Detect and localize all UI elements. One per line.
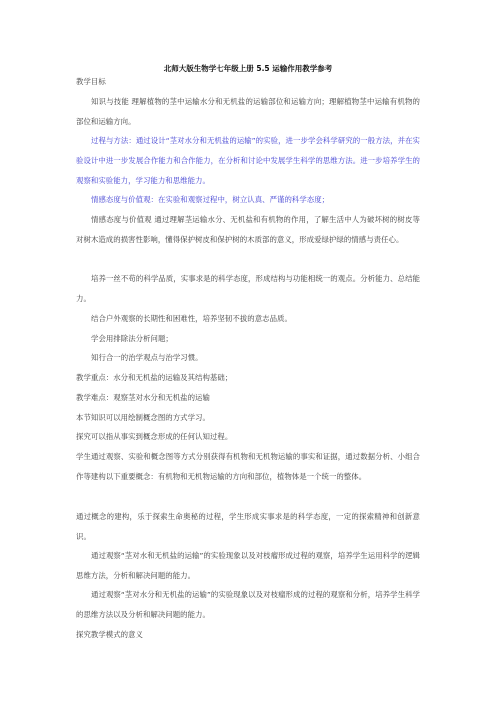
paragraph-knowledge-skills: 知识与技能 理解植物的茎中运输水分和无机盐的运输部位和运输方向；理解植物茎中运输有机物的部位和运输方向。 (76, 97, 420, 126)
paragraph-emotion-attitude-1: 情感态度与价值观：在实验和观察过程中，树立认真、严谨的科学态度； (91, 195, 330, 204)
paragraph-observation-logic: 通过观察“茎对水和无机盐的运输”的实验现象以及对枝瘤形成过程的观察，培养学生运用科学的逻辑思维方法，分析和解决问题的能力。 (76, 551, 420, 580)
paragraph-observation-analysis: 通过观察“茎对水分和无机盐的运输”的实验现象以及对枝瘤形成的过程的观察和分析，培养学生科学的思维方法以及分析和解决问题的能力。 (76, 590, 420, 619)
paragraph-willpower: 结合户外观察的长期性和困难性，培养坚韧不拔的意志品质。 (91, 314, 292, 323)
paragraph-teaching-goals: 教学目标 (76, 77, 106, 86)
paragraph-inquiry-definition: 探究可以指从事实到概念形成的任何认知过程。 (76, 432, 233, 441)
paragraph-scientific-quality: 培养一丝不苟的科学品质，实事求是的科学态度，形成结构与功能相统一的观点。分析能力、总结能力。 (76, 274, 420, 303)
paragraph-difficult-points: 教学难点：观察茎对水分和无机盐的运输 (76, 393, 210, 402)
paragraph-process-methods: 过程与方法：通过设计“茎对水分和无机盐的运输”的实验，进一步学会科学研究的一般方法，并在实验设计中进一步发展合作能力和合作能力，在分析和讨论中发展学生科学的思维方法。进一步培养学生的观察和实验能力，学习能力和思维能力。 (76, 136, 420, 185)
paragraph-concept-map: 本节知识可以用绘制概念图的方式学习。 (76, 413, 210, 422)
paragraph-inquiry-teaching-meaning: 探究教学模式的意义 (76, 630, 143, 639)
paragraph-concept-construction: 学生通过观察、实验和概念图等方式分别获得有机物和无机物运输的事实和证据，通过数据分析、小组合作等建构以下重要概念：有机物和无机物运输的方向和部位，植物体是一个统一的整体。 (76, 452, 420, 481)
paragraph-emotion-attitude-2: 情感态度与价值观 通过理解茎运输水分、无机盐和有机物的作用，了解生活中人为破坏树的树皮等对树木造成的损害性影响，懂得保护树皮和保护树的木质部的意义，形成爱绿护绿的情感与责任心。 (76, 215, 420, 244)
paragraph-exclusion-method: 学会用排除法分析问题； (91, 334, 173, 343)
paragraph-key-points: 教学重点：水分和无机盐的运输及其结构基础； (76, 373, 233, 382)
paragraph-scientific-attitude: 通过概念的建构，乐于探索生命奥秘的过程，学生形成实事求是的科学态度，一定的探索精神和创新意识。 (76, 512, 420, 541)
paragraph-unity-knowledge-action: 知行合一的治学观点与治学习惯。 (91, 353, 203, 362)
document-title: 北师大版生物学七年级上册 5.5 运输作用教学参考 (163, 64, 333, 73)
